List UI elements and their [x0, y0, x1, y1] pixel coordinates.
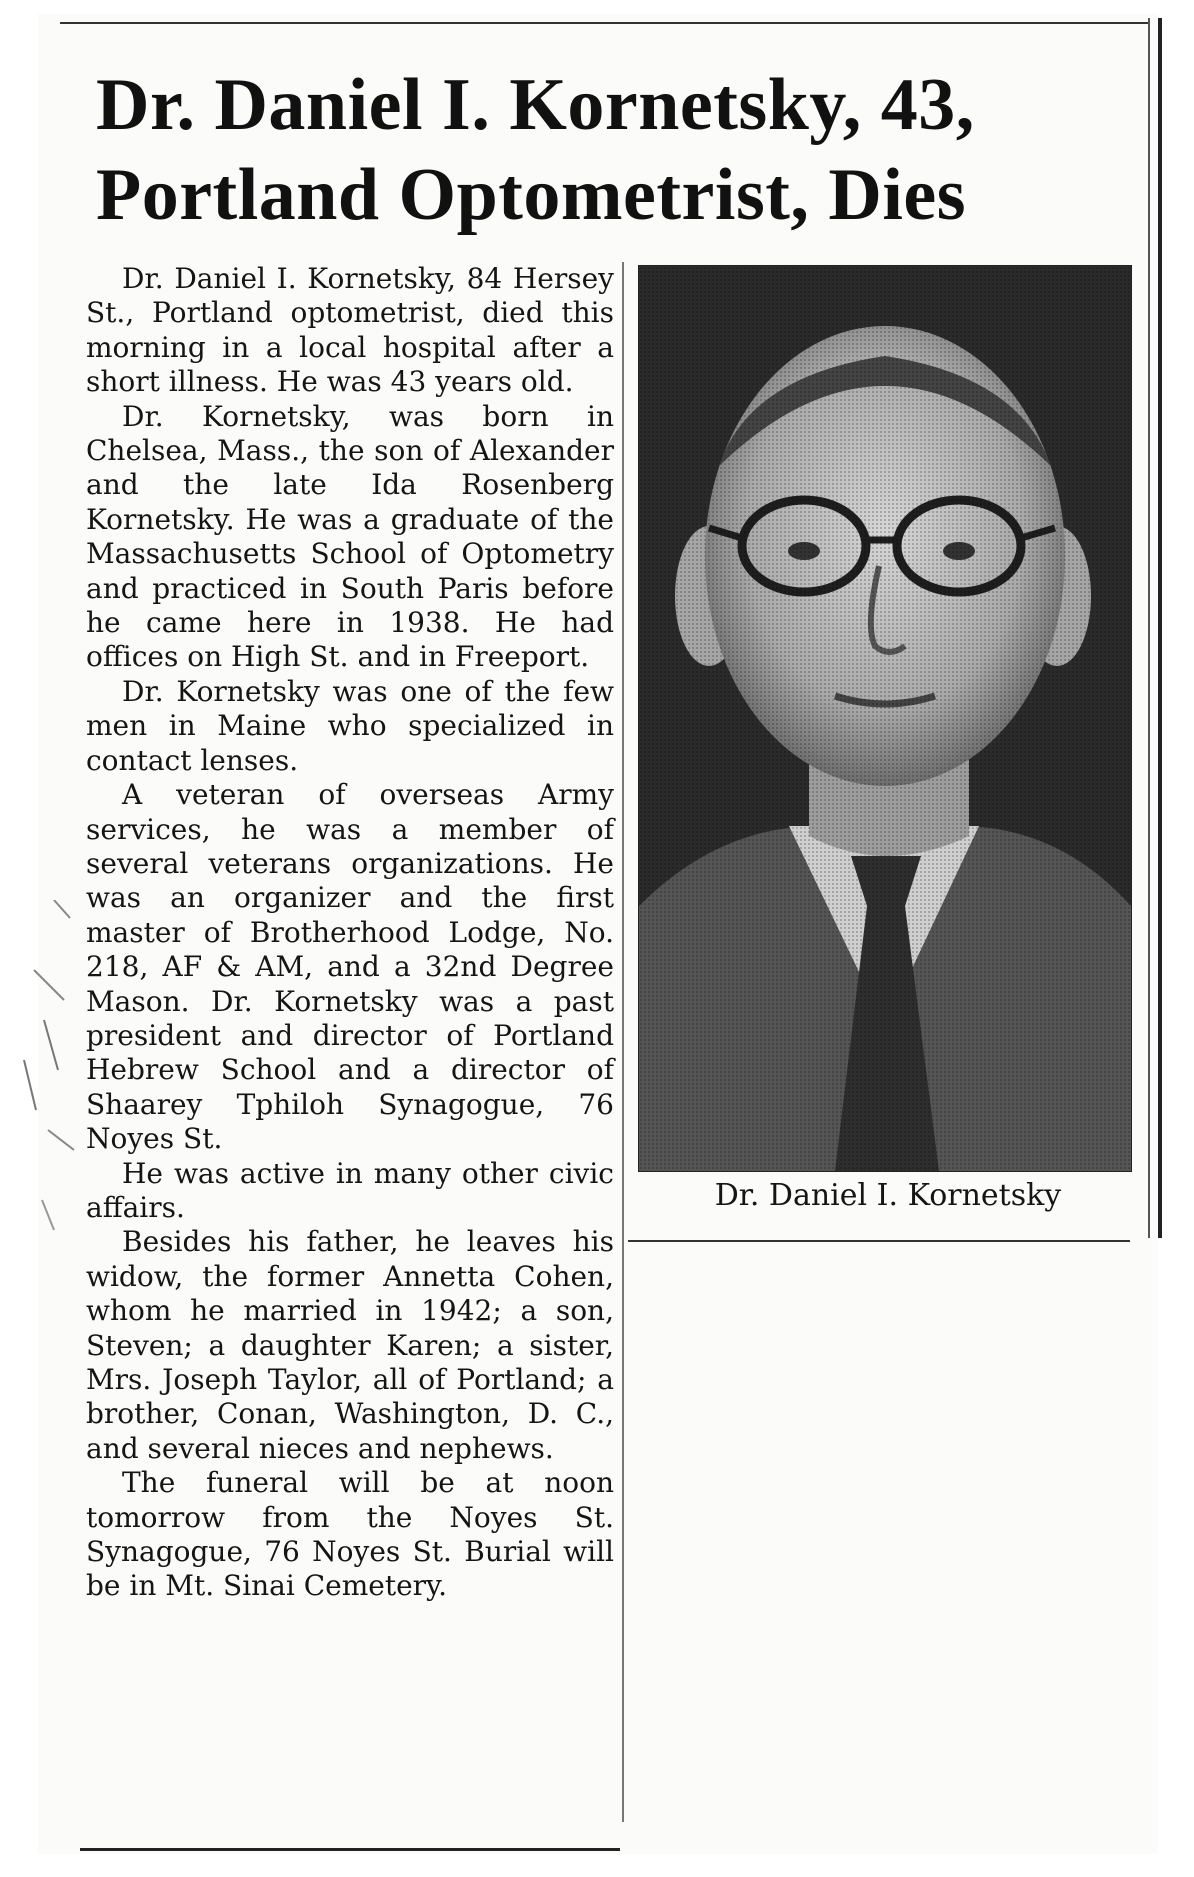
paragraph-4: A veteran of overseas Army services, he was a member of several veterans organizations. He was an organizer and the first master of Brotherhood Lodge, No. 218, AF & AM, and a 32nd Degree Mason. Dr. Kornetsky was a past president and director of Portland Hebrew School and a director of Shaarey Tphiloh Synagogue, 76 Noyes St. [86, 778, 614, 1156]
photo-caption: Dr. Daniel I. Kornetsky [714, 1178, 1062, 1213]
headline-line-1: Dr. Daniel I. Kornetsky, 43, [96, 64, 975, 146]
headline [96, 60, 1146, 240]
paragraph-5: He was active in many other civic affairs. [86, 1156, 614, 1224]
margin-pencil-marks [14, 900, 84, 1240]
right-border [1158, 18, 1162, 1238]
right-border-inner [1148, 18, 1150, 1238]
caption-rule [628, 1240, 1130, 1242]
portrait-photo [638, 265, 1132, 1172]
bottom-rule [80, 1848, 620, 1851]
paragraph-7: The funeral will be at noon tomorrow from the Noyes St. Synagogue, 76 Noyes St. Burial will be in Mt. Sinai Cemetery. [86, 1466, 614, 1603]
paragraph-2: Dr. Kornetsky, was born in Chelsea, Mass., the son of Alexander and the late Ida Rosenberg Kornetsky. He was a graduate of the Massachusetts School of Optometry and practiced in South Paris before he came here in 1938. He had offices on High St. and in Freeport. [86, 399, 614, 674]
paragraph-3: Dr. Kornetsky was one of the few men in Maine who specialized in contact lenses. [86, 674, 614, 777]
headline-line-2: Portland Optometrist, Dies [96, 154, 967, 236]
paragraph-1: Dr. Daniel I. Kornetsky, 84 Hersey St., Portland optometrist, died this morning in a local hospital after a short illness. He was 43 years old. [86, 262, 614, 399]
top-rule [60, 22, 1150, 24]
article-body [86, 262, 614, 1604]
paragraph-6: Besides his father, he leaves his widow, the former Annetta Cohen, whom he married in 1942; a son, Steven; a daughter Karen; a sister, Mrs. Joseph Taylor, all of Portland; a brother, Conan, Washington, D. C., and several nieces and nephews. [86, 1225, 614, 1465]
column-rule [622, 262, 624, 1822]
portrait-photo-icon [639, 266, 1131, 1171]
